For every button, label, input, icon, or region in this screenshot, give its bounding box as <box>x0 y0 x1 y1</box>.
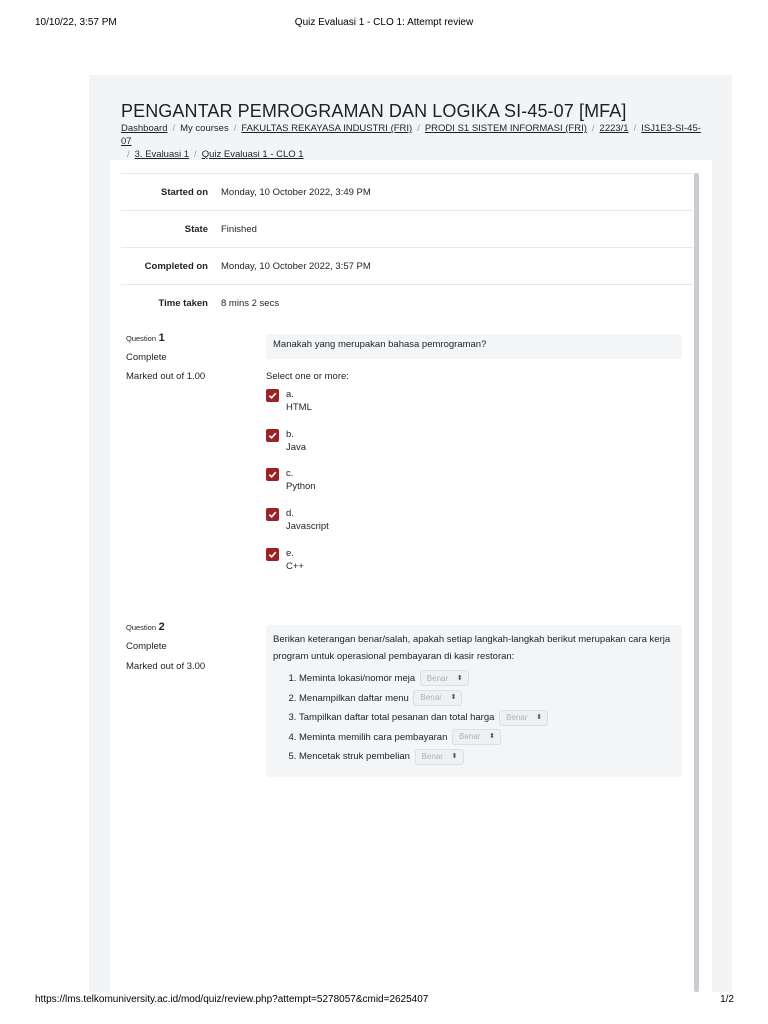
option-text: Javascript <box>286 521 329 532</box>
attempt-summary-table <box>121 173 693 321</box>
statement-item <box>299 689 675 709</box>
checkbox-checked[interactable] <box>266 429 279 442</box>
check-icon <box>268 470 277 479</box>
breadcrumb-separator: / <box>591 123 595 134</box>
checkbox-checked[interactable] <box>266 548 279 561</box>
option-letter: d. <box>286 508 294 519</box>
statement-item <box>299 708 675 728</box>
summary-value: 8 mins 2 secs <box>221 297 280 309</box>
option-letter: e. <box>286 548 294 559</box>
sort-arrows-icon: ⬍ <box>536 713 543 721</box>
question-1-info <box>126 329 205 386</box>
true-false-select[interactable] <box>420 670 469 686</box>
question-number-value <box>159 334 165 343</box>
sort-arrows-icon: ⬍ <box>450 694 457 702</box>
summary-row-completed <box>121 248 693 285</box>
question-number-value <box>159 623 165 632</box>
question-label: Question <box>126 334 157 343</box>
breadcrumb <box>121 122 711 161</box>
breadcrumb-separator: / <box>172 123 176 134</box>
answer-option-b[interactable] <box>266 428 306 454</box>
option-text: C++ <box>286 561 304 572</box>
select-value: Benar <box>426 673 449 683</box>
breadcrumb-semester[interactable]: 2223/1 <box>599 123 629 134</box>
page-url: https://lms.telkomuniversity.ac.id/mod/quiz/review.php?attempt=5278057&cmid=2625407 <box>35 994 429 1005</box>
question-state: Complete <box>126 352 167 363</box>
question-number-digit: 1 <box>158 332 165 344</box>
option-text: HTML <box>286 402 312 413</box>
checkbox-checked[interactable] <box>266 508 279 521</box>
option-text: Python <box>286 481 316 492</box>
breadcrumb-section[interactable]: 3. Evaluasi 1 <box>134 149 190 160</box>
checkbox-checked[interactable] <box>266 389 279 402</box>
summary-row-state <box>121 211 693 248</box>
summary-label: State <box>184 223 208 235</box>
check-icon <box>268 510 277 519</box>
statement-text: Meminta lokasi/nomor meja <box>299 673 416 684</box>
answer-option-a[interactable] <box>266 388 312 414</box>
select-value: Benar <box>459 732 481 742</box>
check-icon <box>268 391 277 400</box>
summary-value: Monday, 10 October 2022, 3:49 PM <box>221 186 371 198</box>
sort-arrows-icon: ⬍ <box>456 674 463 682</box>
question-1-prompt: Select one or more: <box>266 371 349 382</box>
print-title: Quiz Evaluasi 1 - CLO 1: Attempt review <box>294 17 474 28</box>
question-marks: Marked out of 3.00 <box>126 661 206 672</box>
question-1-text: Manakah yang merupakan bahasa pemrograman? <box>266 334 682 359</box>
summary-value: Finished <box>221 223 257 235</box>
question-number <box>126 329 205 348</box>
print-timestamp: 10/10/22, 3:57 PM <box>35 17 117 28</box>
summary-value: Monday, 10 October 2022, 3:57 PM <box>221 260 371 272</box>
option-text: Java <box>286 442 307 453</box>
select-value: Benar <box>506 712 528 722</box>
answer-option-d[interactable] <box>266 507 329 533</box>
breadcrumb-separator: / <box>633 123 637 134</box>
scrollbar[interactable] <box>694 173 699 992</box>
breadcrumb-my-courses: My courses <box>180 123 229 134</box>
question-number <box>126 618 205 637</box>
breadcrumb-separator: / <box>233 123 237 134</box>
question-marks: Marked out of 1.00 <box>126 371 206 382</box>
statement-text: Menampilkan daftar menu <box>299 692 409 704</box>
select-value: Benar <box>420 693 442 703</box>
statement-item <box>299 747 675 767</box>
true-false-select[interactable] <box>415 749 464 765</box>
checkbox-checked[interactable] <box>266 468 279 481</box>
select-value: Benar <box>421 752 443 762</box>
question-2-text: Berikan keterangan benar/salah, apakah setiap langkah-langkah berikut merupakan cara kerja program untuk operasional pembayaran di kasir restoran: <box>273 634 671 662</box>
option-letter: c. <box>286 468 294 479</box>
summary-label: Started on <box>161 186 208 198</box>
summary-label: Time taken <box>158 297 208 309</box>
page-number: 1/2 <box>720 994 734 1005</box>
answer-option-c[interactable] <box>266 467 316 493</box>
answer-option-e[interactable] <box>266 547 304 573</box>
question-state: Complete <box>126 641 167 652</box>
option-letter: b. <box>286 429 294 440</box>
breadcrumb-program[interactable]: PRODI S1 SISTEM INFORMASI (FRI) <box>424 123 587 134</box>
summary-label: Completed on <box>144 260 208 272</box>
option-letter: a. <box>286 389 294 400</box>
breadcrumb-dashboard[interactable]: Dashboard <box>121 123 168 134</box>
question-2-body <box>266 625 682 777</box>
statement-text: Mencetak struk pembelian <box>299 751 410 763</box>
breadcrumb-course[interactable]: ISJ1E3-SI-45-07 <box>121 123 701 147</box>
statement-text: Tampilkan daftar total pesanan dan total harga <box>299 712 495 724</box>
statement-item <box>299 669 675 689</box>
summary-row-time-taken <box>121 285 693 321</box>
sort-arrows-icon: ⬍ <box>451 753 458 761</box>
breadcrumb-quiz[interactable]: Quiz Evaluasi 1 - CLO 1 <box>201 149 304 160</box>
statement-list <box>273 669 675 767</box>
breadcrumb-faculty[interactable]: FAKULTAS REKAYASA INDUSTRI (FRI) <box>241 123 413 134</box>
true-false-select[interactable] <box>452 729 501 745</box>
statement-text: Meminta memilih cara pembayaran <box>299 731 448 743</box>
question-label: Question <box>126 623 157 632</box>
question-number-digit: 2 <box>158 621 165 633</box>
question-2-info <box>126 618 205 676</box>
statement-item <box>299 728 675 748</box>
breadcrumb-separator: / <box>127 149 130 160</box>
check-icon <box>268 550 277 559</box>
course-title: PENGANTAR PEMROGRAMAN DAN LOGIKA SI-45-07 [MFA] <box>121 101 627 121</box>
breadcrumb-separator: / <box>417 123 420 134</box>
summary-row-started <box>121 174 693 211</box>
breadcrumb-separator: / <box>194 149 197 160</box>
true-false-select[interactable] <box>499 710 548 726</box>
check-icon <box>268 431 277 440</box>
true-false-select[interactable] <box>413 690 462 706</box>
sort-arrows-icon: ⬍ <box>489 733 496 741</box>
